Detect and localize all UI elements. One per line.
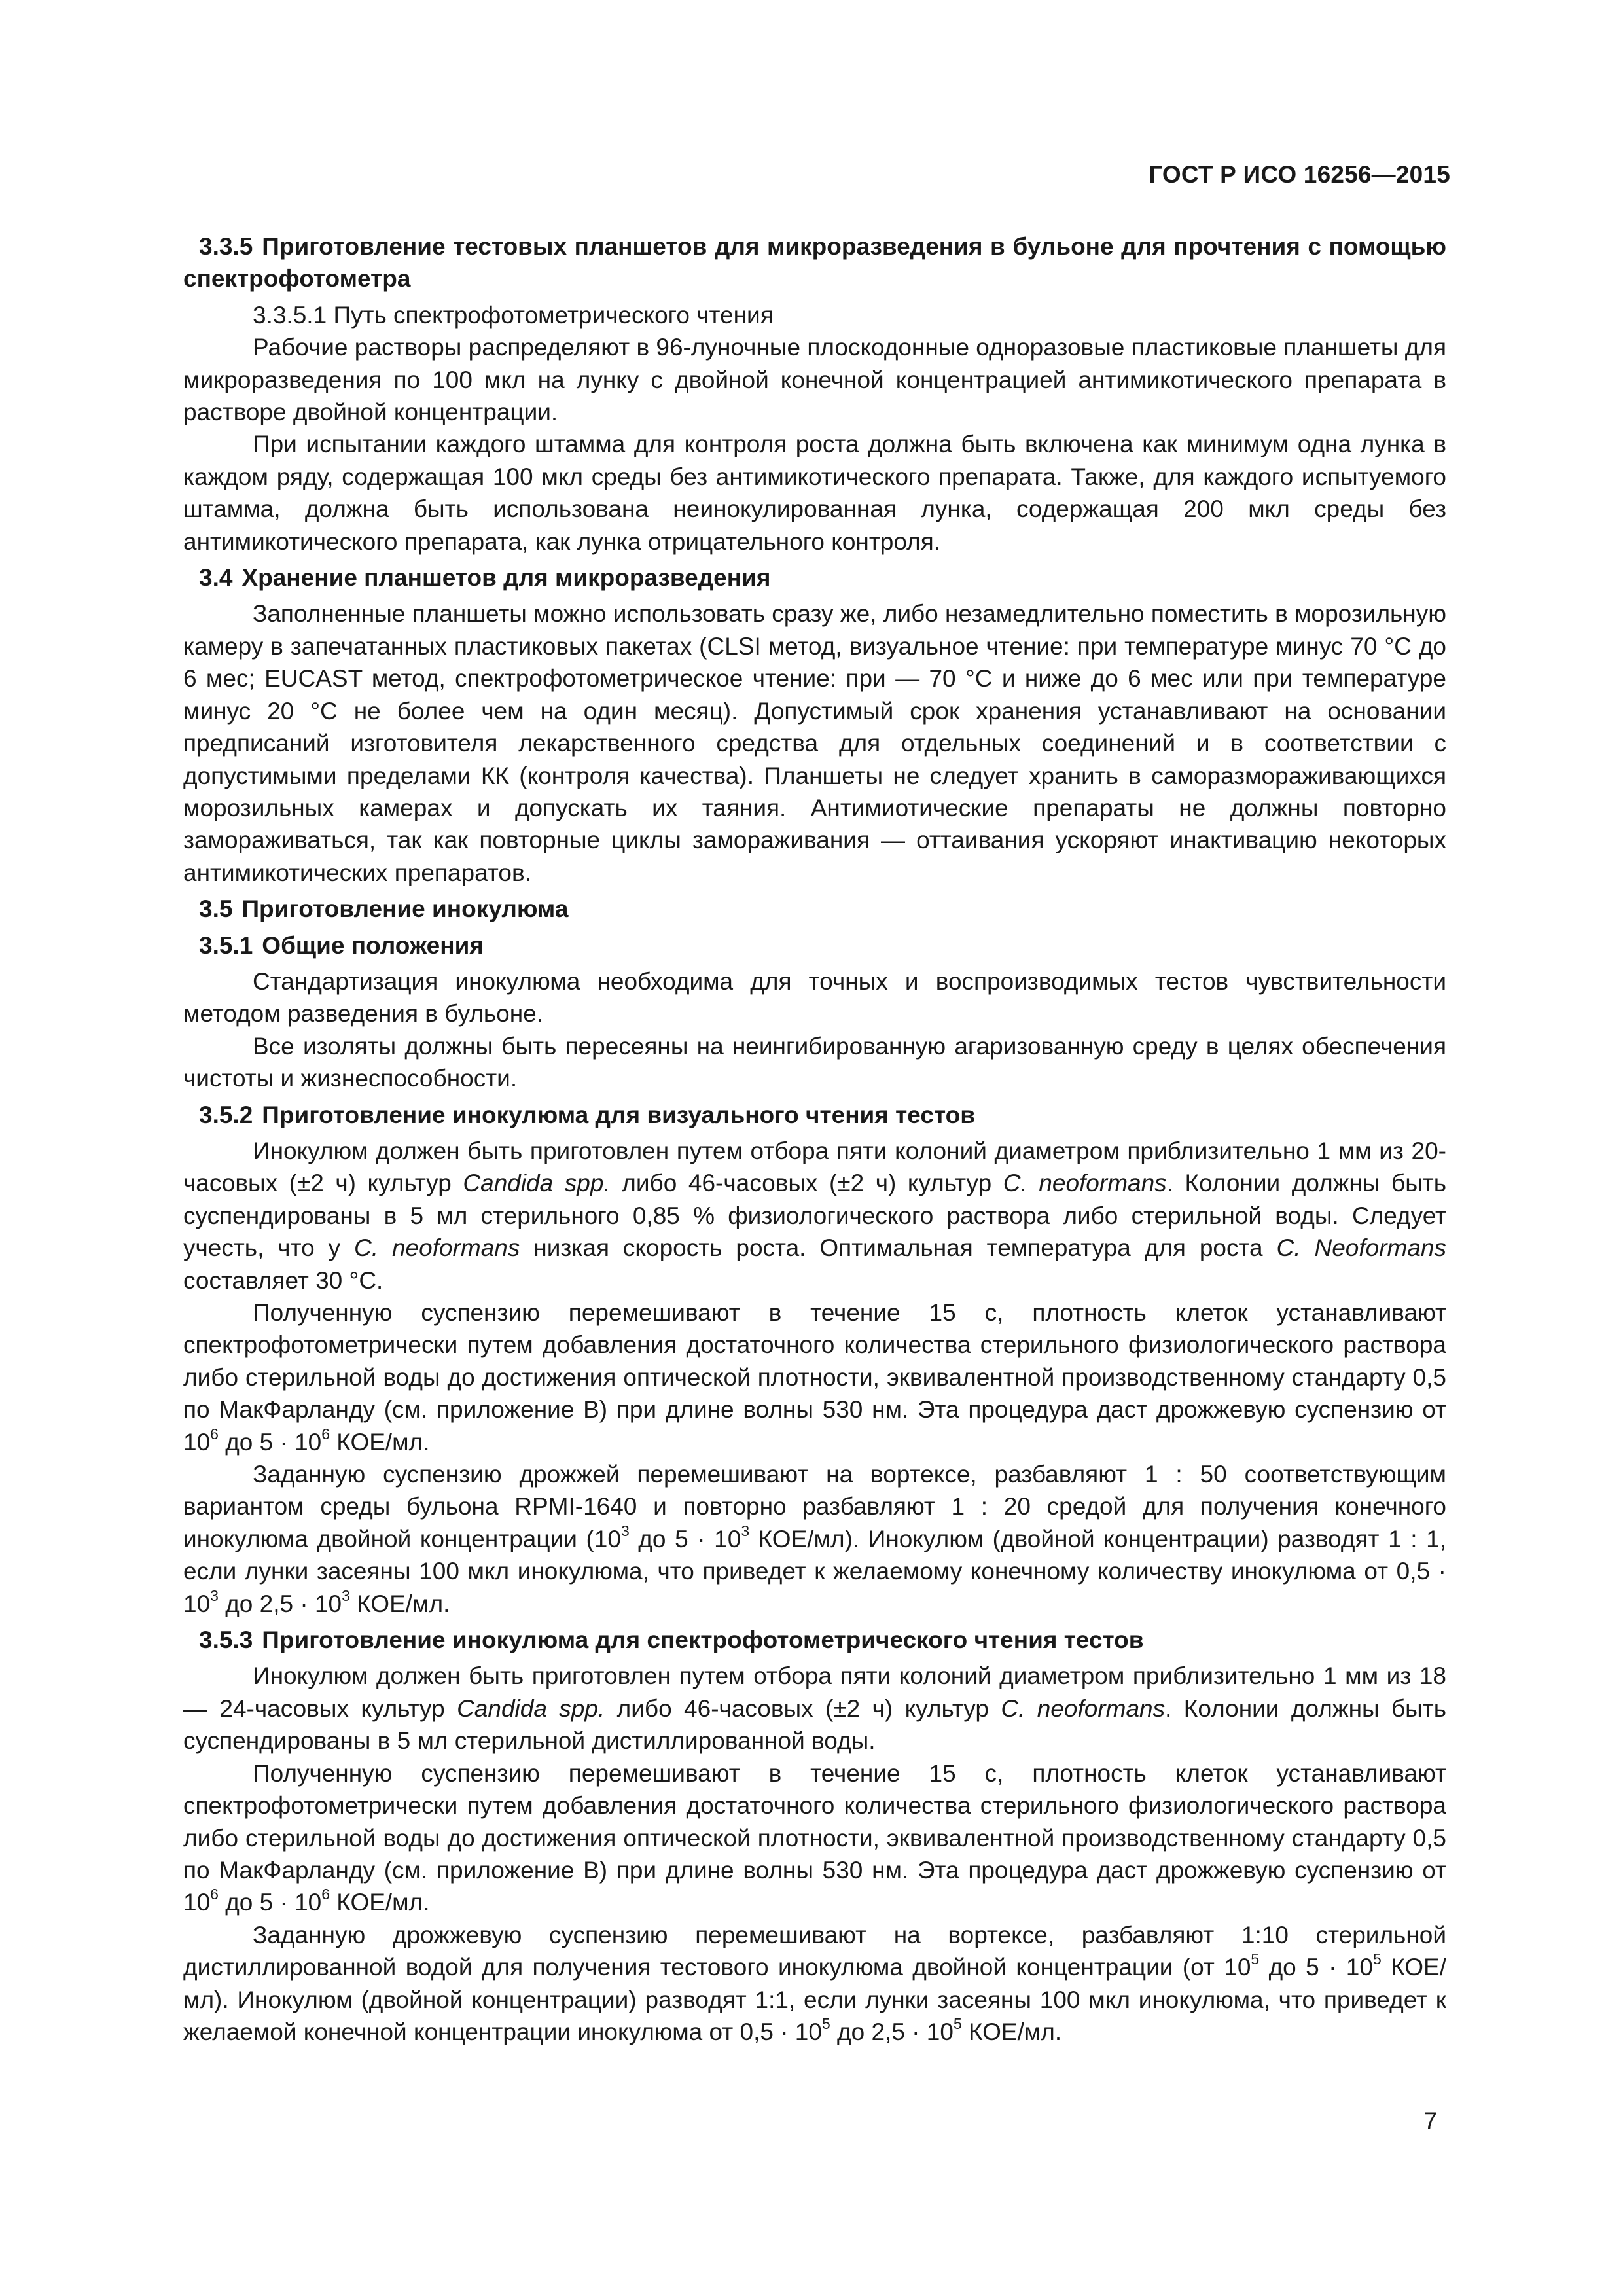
paragraph	[183, 1919, 1446, 2049]
heading-number: 3.3.5	[199, 233, 253, 260]
heading-title: Общие положения	[262, 931, 484, 959]
exponent: 5	[953, 2015, 962, 2032]
heading-title: Приготовление тестовых планшетов для микроразведения в бульоне для прочтения с помощью спектрофотометра	[183, 233, 1446, 293]
paragraph: Заполненные планшеты можно использовать сразу же, либо незамедлительно поместить в морозильную камеру в запечатанных пластиковых пакетах (CLSI метод, визуальное чтение: при температуре минус 70 °C до 6 мес; EUCAST метод, спектрофотометрическое чтение: при — 70 °C и ниже до 6 мес или при температуре минус 20 °C не более чем на один месяц). Допустимый срок хранения устанавливают на основании предписаний изготовителя лекарственного средства для отдельных соединений и в соответствии с допустимыми пределами КК (контроля качества). Планшеты не следует хранить в саморазмораживающихся морозильных камерах и допускать их таяния. Антимиотические препараты не должны повторно замораживаться, так как повторные циклы замораживания — оттаивания ускоряют инактивацию некоторых антимикотических препаратов.	[183, 600, 1446, 886]
exponent: 5	[821, 2015, 830, 2032]
species-name: Candida spp.	[463, 1170, 611, 1197]
text-run: до 2,5 · 10	[218, 1590, 342, 1617]
exponent: 6	[210, 1425, 219, 1443]
exponent: 6	[210, 1886, 219, 1903]
heading-3-5-1	[183, 929, 1446, 961]
heading-number: 3.5	[199, 895, 233, 923]
subheading-3-3-5-1	[183, 299, 1446, 331]
document-code: ГОСТ Р ИСО 16256—2015	[1149, 161, 1450, 188]
exponent: 3	[342, 1587, 350, 1604]
heading-3-5-2	[183, 1099, 1446, 1131]
exponent: 3	[620, 1522, 630, 1539]
text-run: составляет 30 °C.	[183, 1266, 383, 1294]
text-run: Заданную дрожжевую суспензию перемешивают на вортексе, разбавляют 1:10 стерильной дистиллированной водой для получения тестового инокулюма двойной концентрации (от 10	[183, 1921, 1446, 1981]
paragraph: При испытании каждого штамма для контроля роста должна быть включена как минимум одна лунка в каждом ряду, содержащая 100 мкл среды без антимикотического препарата. Также, для каждого испытуемого штамма, должна быть использована неинокулированная лунка, содержащая 200 мкл среды без антимикотического препарата, как лунка отрицательного контроля.	[183, 431, 1446, 555]
paragraph: Рабочие растворы распределяют в 96-луночные плоскодонные одноразовые пластиковые планшеты для микроразведения по 100 мкл на лунку с двойной конечной концентрацией антимикотического препарата в растворе двойной концентрации.	[183, 334, 1446, 426]
heading-number: 3.5.2	[199, 1101, 253, 1128]
paragraph: Стандартизация инокулюма необходима для точных и воспроизводимых тестов чувствительности методом разведения в бульоне.	[183, 967, 1446, 1028]
paragraph: Все изоляты должны быть пересеяны на неингибированную агаризованную среду в целях обеспечения чистоты и жизнеспособности.	[183, 1032, 1446, 1092]
text-run: КОЕ/мл.	[330, 1889, 430, 1916]
text-run: КОЕ/мл). Инокулюм (двойной концентрации) разводят 1:1, если лунки засеяны 100 мкл инокулюма, что приведет к желаемой конечной концентрации инокулюма от 0,5 · 10	[183, 1954, 1446, 2045]
species-name: Candida spp.	[457, 1695, 605, 1722]
heading-title: Приготовление инокулюма	[241, 895, 569, 923]
species-name: C. neoformans	[1003, 1170, 1167, 1197]
text-run: . Колонии должны быть суспендированы в 5 мл стерильного 0,85 % физиологического раствора либо стерильной воды. Следует учесть, что у	[183, 1170, 1447, 1262]
paragraph	[183, 1297, 1446, 1458]
text-run: Полученную суспензию перемешивают в течение 15 с, плотность клеток устанавливают спектрофотометрически путем добавления достаточного количества стерильного физиологического раствора либо стерильной воды до достижения оптической плотности, эквивалентной производственному стандарту 0,5 по МакФарланду (см. приложение В) при длине волны 530 нм. Эта процедура даст дрожжевую суспензию от 10	[183, 1299, 1446, 1456]
text-run: . Колонии должны быть суспендированы в 5 мл стерильной дистиллированной воды.	[183, 1695, 1447, 1755]
exponent: 3	[210, 1587, 219, 1604]
heading-3-5	[183, 893, 1446, 925]
exponent: 5	[1372, 1950, 1382, 1967]
text-run: Инокулюм должен быть приготовлен путем отбора пяти колоний диаметром приблизительно 1 мм из 20-часовых (±2 ч) культур	[183, 1137, 1446, 1197]
paragraph	[183, 1458, 1446, 1620]
species-name: C. neoformans	[354, 1234, 520, 1262]
heading-number: 3.5.1	[199, 931, 253, 959]
text-run: Полученную суспензию перемешивают в течение 15 с, плотность клеток устанавливают спектрофотометрически путем добавления достаточного количества стерильного физиологического раствора либо стерильной воды до достижения оптической плотности, эквивалентной производственному стандарту 0,5 по МакФарланду (см. приложение В) при длине волны 530 нм. Эта процедура даст дрожжевую суспензию от 10	[183, 1759, 1446, 1916]
text-run: Заданную суспензию дрожжей перемешивают на вортексе, разбавляют 1 : 50 соответствующим вариантом среды бульона RPMI-1640 и повторно разбавляют 1 : 20 средой для получения конечного инокулюма двойной концентрации (10	[183, 1461, 1446, 1552]
page-number: 7	[1423, 2108, 1437, 2134]
heading-3-5-3	[183, 1624, 1446, 1656]
text-run: Инокулюм должен быть приготовлен путем отбора пяти колоний диаметром приблизительно 1 мм из 18 — 24-часовых культур	[183, 1662, 1446, 1722]
text-run: КОЕ/мл.	[961, 2018, 1062, 2045]
heading-title: Хранение планшетов для микроразведения	[241, 564, 771, 592]
text-run: до 5 · 10	[218, 1428, 322, 1456]
text-run: КОЕ/мл). Инокулюм (двойной концентрации) разводят 1 : 1, если лунки засеяны 100 мкл инокулюма, что приведет к желаемому конечному количеству инокулюма от 0,5 · 10	[183, 1525, 1446, 1617]
text-run: низкая скорость роста. Оптимальная температура для роста	[520, 1234, 1277, 1262]
text-run: до 5 · 10	[1259, 1954, 1373, 1981]
exponent: 6	[321, 1425, 330, 1443]
heading-3-3-5	[183, 230, 1446, 295]
text-run: до 2,5 · 10	[830, 2018, 954, 2045]
heading-3-4	[183, 562, 1446, 594]
heading-number: 3.4	[199, 564, 233, 592]
text-run: КОЕ/мл.	[349, 1590, 450, 1617]
text-run: либо 46-часовых (±2 ч) культур	[605, 1695, 1001, 1722]
paragraph	[183, 1757, 1446, 1919]
paragraph	[183, 1660, 1446, 1757]
paragraph	[183, 1135, 1446, 1297]
exponent: 6	[321, 1886, 330, 1903]
species-name: C. neoformans	[1001, 1695, 1166, 1722]
document-body	[183, 230, 1446, 2048]
heading-title: Приготовление инокулюма для спектрофотометрического чтения тестов	[262, 1626, 1144, 1654]
species-name: C. Neoformans	[1276, 1234, 1447, 1262]
heading-title: Приготовление инокулюма для визуального чтения тестов	[262, 1101, 975, 1128]
heading-number: 3.5.3	[199, 1626, 253, 1654]
text-run: до 5 · 10	[218, 1889, 322, 1916]
text-run: КОЕ/мл.	[330, 1428, 430, 1456]
exponent: 5	[1251, 1950, 1260, 1967]
subheading-title: Путь спектрофотометрического чтения	[333, 301, 774, 329]
exponent: 3	[741, 1522, 750, 1539]
text-run: до 5 · 10	[629, 1525, 741, 1552]
subheading-number: 3.3.5.1	[253, 301, 327, 329]
text-run: либо 46-часовых (±2 ч) культур	[610, 1170, 1003, 1197]
